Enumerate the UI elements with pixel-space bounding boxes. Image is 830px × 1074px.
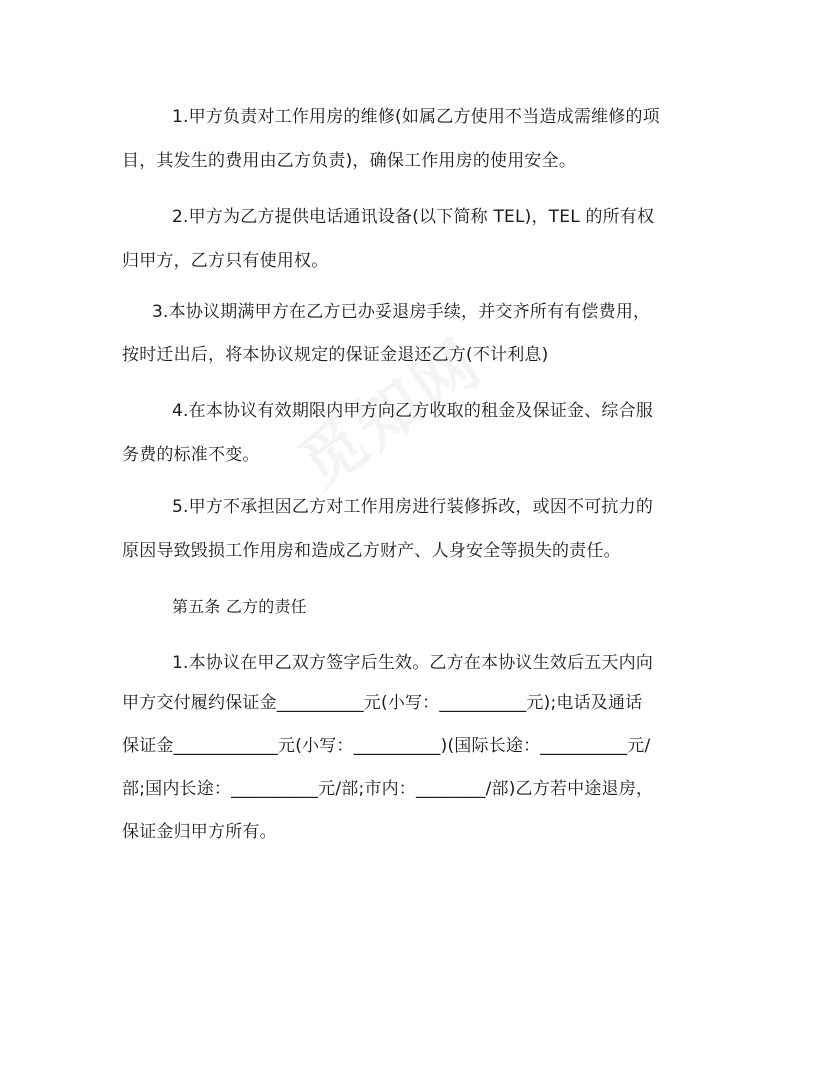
clause-2-line-1: 2.甲方为乙方提供电话通讯设备(以下简称 TEL)，TEL 的所有权 [172,207,655,227]
clause-1-line-2: 目，其发生的费用由乙方负责)，确保工作用房的使用安全。 [122,151,577,171]
clause-5-line-1: 5.甲方不承担因乙方对工作用房进行装修拆改，或因不可抗力的 [172,497,654,517]
clause-3-line-1: 3.本协议期满甲方在乙方已办妥退房手续，并交齐所有有偿费用， [152,302,651,322]
party-b-clause-1-line-2: 甲方交付履约保证金__________元(小写：__________元);电话及通话 [122,693,643,713]
clause-4-line-1: 4.在本协议有效期限内甲方向乙方收取的租金及保证金、综合服 [172,401,654,421]
party-b-clause-1-line-4: 部;国内长途：__________元/部;市内：________/部)乙方若中途退房， [122,779,654,799]
section-heading: 第五条 乙方的责任 [172,597,307,616]
party-b-clause-1-line-5: 保证金归甲方所有。 [122,822,277,842]
clause-3-line-2: 按时迁出后，将本协议规定的保证金退还乙方(不计利息) [122,345,549,365]
party-b-clause-1-line-1: 1.本协议在甲乙双方签字后生效。乙方在本协议生效后五天内向 [172,653,654,673]
clause-4-line-2: 务费的标准不变。 [122,445,260,465]
clause-1-line-1: 1.甲方负责对工作用房的维修(如属乙方使用不当造成需维修的项 [172,107,660,127]
party-b-clause-1-line-3: 保证金____________元(小写：__________)(国际长途：__________元/ [122,736,651,756]
clause-5-line-2: 原因导致毁损工作用房和造成乙方财产、人身安全等损失的责任。 [122,541,621,561]
clause-2-line-2: 归甲方，乙方只有使用权。 [122,251,329,271]
